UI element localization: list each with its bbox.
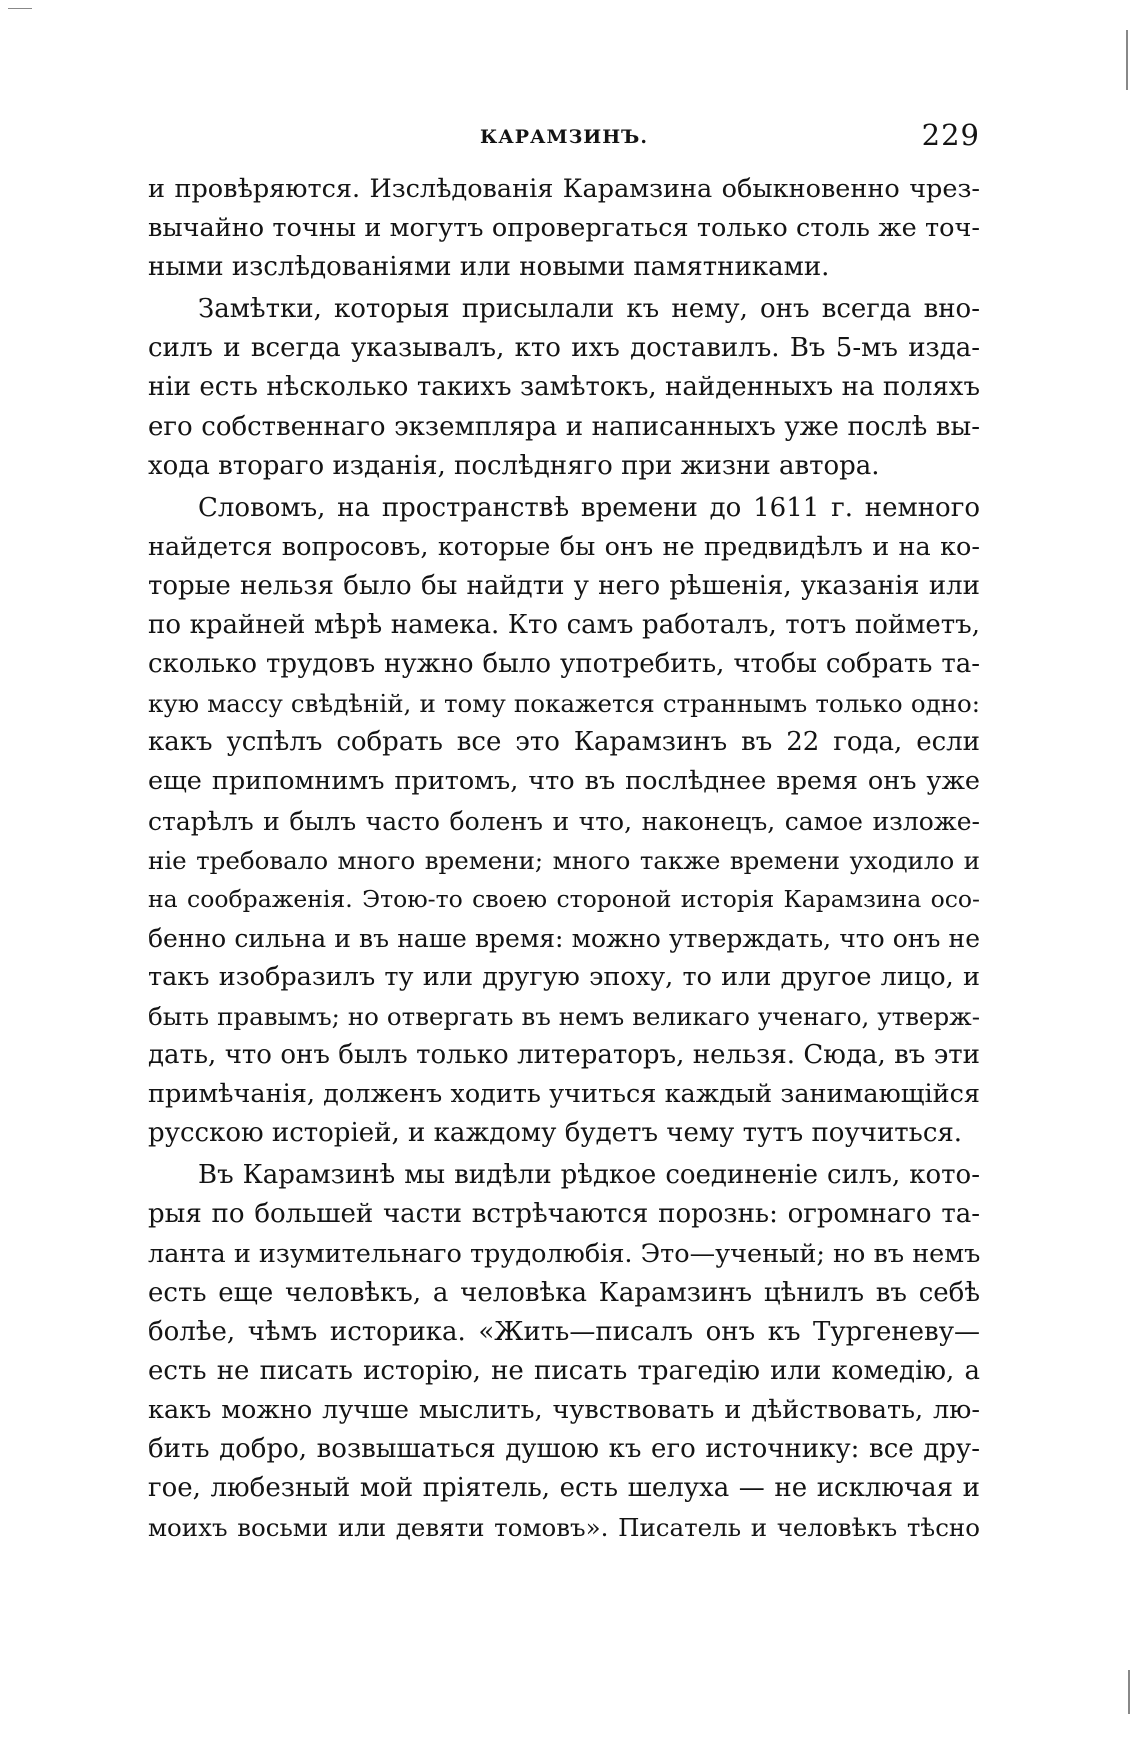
text-line: есть еще человѣкъ, а человѣка Карамзинъ цѣнилъ въ себѣ	[148, 1277, 980, 1308]
text-line: Словомъ, на пространствѣ времени до 1611 г. немного	[198, 492, 980, 523]
scan-edge-mark-top	[8, 8, 32, 9]
text-line: бить добро, возвышаться душою къ его источнику: все дру-	[148, 1434, 980, 1464]
text-line: хода втораго изданія, послѣдняго при жизни автора.	[148, 450, 880, 481]
text-line: ными изслѣдованіями или новыми памятниками.	[148, 252, 830, 283]
text-line: моихъ восьми или девяти томовъ». Писатель и человѣкъ тѣсно	[148, 1513, 980, 1543]
text-line: найдется вопросовъ, которые бы онъ не предвидѣлъ и на ко-	[148, 531, 980, 562]
text-line: и провѣряются. Изслѣдованія Карамзина обыкновенно чрез-	[148, 174, 980, 204]
text-line: какъ можно лучше мыслить, чувствовать и дѣйствовать, лю-	[148, 1394, 980, 1425]
body-text	[148, 170, 980, 1547]
text-line: ніи есть нѣсколько такихъ замѣтокъ, найденныхъ на поляхъ	[148, 372, 980, 403]
text-line: кую массу свѣдѣній, и тому покажется страннымъ только одно:	[148, 689, 980, 719]
text-line: бенно сильна и въ наше время: можно утверждать, что онъ не	[148, 923, 980, 953]
running-title: КАРАМЗИНЪ.	[480, 126, 648, 148]
text-line: есть не писать исторію, не писать трагедію или комедію, а	[148, 1355, 980, 1386]
paragraph-1	[148, 170, 980, 287]
text-line: дать, что онъ былъ только литераторъ, нельзя. Сюда, въ эти	[148, 1040, 980, 1071]
text-line: какъ успѣлъ собрать все это Карамзинъ въ 22 года, если	[148, 727, 980, 758]
text-line: гое, любезный мой пріятель, есть шелуха — не исключая и	[148, 1473, 980, 1504]
text-line: болѣе, чѣмъ историка. «Жить—писалъ онъ къ Тургеневу—	[148, 1316, 980, 1347]
text-line: рыя по большей части встрѣчаются порознь: огромнаго та-	[148, 1199, 980, 1230]
text-line: примѣчанія, долженъ ходить учиться каждый занимающійся	[148, 1079, 980, 1110]
text-line: по крайней мѣрѣ намека. Кто самъ работалъ, тотъ пойметъ,	[148, 610, 980, 641]
paragraph-4	[148, 1156, 980, 1547]
text-line: старѣлъ и былъ часто боленъ и что, наконецъ, самое изложе-	[148, 806, 980, 836]
text-line: сколько трудовъ нужно было употребить, чтобы собрать та-	[148, 649, 980, 680]
text-line: торые нельзя было бы найдти у него рѣшенія, указанія или	[148, 570, 980, 601]
text-line: ланта и изумительнаго трудолюбія. Это—ученый; но въ немъ	[148, 1238, 981, 1269]
paragraph-3	[148, 489, 980, 1154]
paragraph-2	[148, 290, 980, 485]
text-line: такъ изобразилъ ту или другую эпоху, то или другое лицо, и	[148, 961, 980, 992]
scan-edge-mark-right	[1126, 30, 1128, 90]
text-line: быть правымъ; но отвергать въ немъ великаго ученаго, утверж-	[148, 1001, 980, 1031]
running-head	[148, 118, 980, 158]
text-line: еще припомнимъ притомъ, что въ послѣднее время онъ уже	[148, 766, 980, 797]
text-line: русскою исторіей, и каждому будетъ чему тутъ поучиться.	[148, 1118, 963, 1149]
page-number: 229	[921, 118, 980, 152]
text-line: Замѣтки, которыя присылали къ нему, онъ всегда вно-	[198, 294, 980, 325]
scan-edge-mark-bottom-right	[1128, 1670, 1130, 1714]
text-line: на соображенія. Этою-то своею стороной исторія Карамзина осо-	[148, 884, 980, 913]
text-line: Въ Карамзинѣ мы видѣли рѣдкое соединеніе силъ, кото-	[198, 1160, 980, 1191]
text-line: вычайно точны и могутъ опровергаться только столь же точ-	[148, 213, 980, 244]
text-line: его собственнаго экземпляра и написанныхъ уже послѣ вы-	[148, 411, 980, 442]
text-line: силъ и всегда указывалъ, кто ихъ доставилъ. Въ 5-мъ изда-	[148, 333, 980, 364]
text-line: ніе требовало много времени; много также времени уходило и	[148, 845, 980, 875]
